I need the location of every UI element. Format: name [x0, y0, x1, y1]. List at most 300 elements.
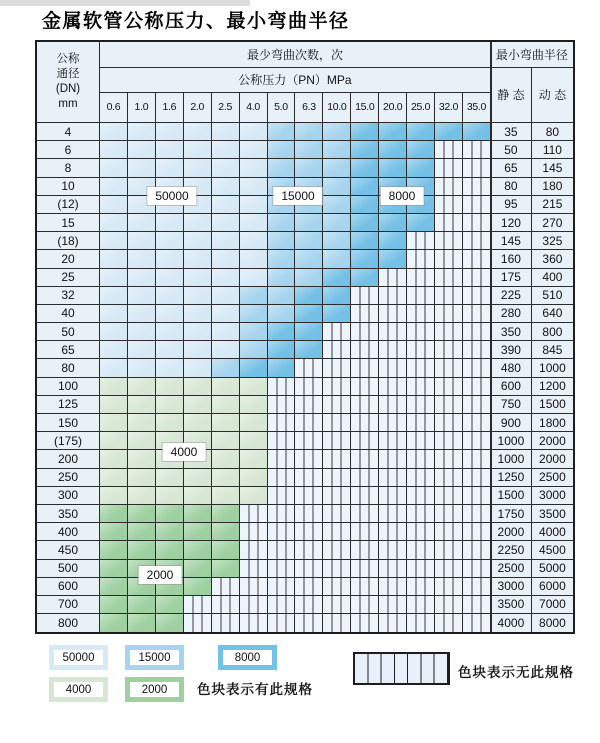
no-spec-cell — [351, 541, 379, 559]
no-spec-cell — [351, 523, 379, 541]
no-spec-cell — [379, 323, 407, 341]
dn-cell: 32 — [37, 287, 100, 305]
cycle-count-label: 50000 — [147, 187, 196, 205]
no-spec-cell — [323, 450, 351, 468]
no-spec-cell — [268, 414, 296, 432]
spec-cell — [100, 450, 128, 468]
static-value: 175 — [491, 269, 532, 287]
spec-cell — [240, 305, 268, 323]
no-spec-cell — [268, 487, 296, 505]
spec-cell — [463, 123, 491, 141]
spec-cell — [323, 232, 351, 250]
no-spec-cell — [407, 541, 435, 559]
no-spec-cell — [268, 614, 296, 632]
spec-cell — [240, 141, 268, 159]
no-spec-cell — [463, 305, 491, 323]
dynamic-value: 5000 — [532, 560, 573, 578]
static-value: 2000 — [491, 523, 532, 541]
no-spec-cell — [268, 505, 296, 523]
no-spec-cell — [351, 323, 379, 341]
spec-cell — [379, 232, 407, 250]
dn-cell: 200 — [37, 450, 100, 468]
dn-header-line: 通径 — [56, 68, 80, 80]
no-spec-cell — [463, 578, 491, 596]
no-spec-cell — [435, 178, 463, 196]
spec-cell — [156, 214, 184, 232]
no-spec-cell — [268, 432, 296, 450]
spec-cell — [156, 232, 184, 250]
spec-cell — [128, 269, 156, 287]
dn-cell: 400 — [37, 523, 100, 541]
legend-swatch-4000 — [49, 677, 108, 702]
dn-cell: (18) — [37, 232, 100, 250]
spec-cell — [156, 523, 184, 541]
no-spec-cell — [463, 450, 491, 468]
spec-cell — [212, 287, 240, 305]
dynamic-value: 215 — [532, 196, 573, 214]
dn-column-header — [37, 42, 100, 123]
static-value: 2500 — [491, 560, 532, 578]
dn-cell: 450 — [37, 541, 100, 559]
no-spec-cell — [435, 287, 463, 305]
spec-cell — [351, 123, 379, 141]
no-spec-cell — [463, 505, 491, 523]
no-spec-cell — [435, 505, 463, 523]
spec-cell — [379, 123, 407, 141]
no-spec-cell — [379, 596, 407, 614]
no-spec-cell — [379, 359, 407, 377]
spec-cell — [240, 469, 268, 487]
spec-cell — [407, 123, 435, 141]
spec-cell — [128, 450, 156, 468]
spec-cell — [240, 414, 268, 432]
dynamic-value: 8000 — [532, 614, 573, 632]
no-spec-cell — [379, 487, 407, 505]
static-value: 1750 — [491, 505, 532, 523]
dynamic-value: 1500 — [532, 396, 573, 414]
spec-cell — [240, 214, 268, 232]
no-spec-cell — [240, 541, 268, 559]
spec-cell — [351, 178, 379, 196]
no-spec-cell — [463, 414, 491, 432]
pressure-value-header: 1.0 — [128, 93, 156, 123]
no-spec-cell — [212, 614, 240, 632]
no-spec-cell — [463, 232, 491, 250]
no-spec-cell — [212, 596, 240, 614]
no-spec-cell — [435, 596, 463, 614]
dn-cell: 100 — [37, 378, 100, 396]
no-spec-cell — [295, 378, 323, 396]
dn-cell: 600 — [37, 578, 100, 596]
spec-cell — [184, 378, 212, 396]
no-spec-cell — [379, 578, 407, 596]
no-spec-cell — [379, 396, 407, 414]
no-spec-cell — [240, 505, 268, 523]
pressure-value-header: 1.6 — [156, 93, 184, 123]
spec-cell — [295, 323, 323, 341]
no-spec-cell — [379, 560, 407, 578]
spec-cell — [240, 250, 268, 268]
spec-cell — [212, 414, 240, 432]
spec-cell — [156, 596, 184, 614]
dynamic-value: 270 — [532, 214, 573, 232]
static-value: 3000 — [491, 578, 532, 596]
no-spec-cell — [379, 614, 407, 632]
dn-cell: 4 — [37, 123, 100, 141]
cycle-count-label: 8000 — [381, 187, 424, 205]
dynamic-value: 400 — [532, 269, 573, 287]
spec-cell — [156, 396, 184, 414]
spec-cell — [100, 432, 128, 450]
spec-cell — [240, 341, 268, 359]
dn-cell: 800 — [37, 614, 100, 632]
spec-cell — [100, 359, 128, 377]
dn-cell: 300 — [37, 487, 100, 505]
static-value: 65 — [491, 159, 532, 177]
spec-cell — [128, 323, 156, 341]
dn-cell: 80 — [37, 359, 100, 377]
spec-cell — [184, 269, 212, 287]
no-spec-cell — [435, 614, 463, 632]
spec-cell — [184, 541, 212, 559]
radius-header: 最小弯曲半径 — [491, 42, 573, 68]
legend-no-spec-text: 色块表示无此规格 — [458, 665, 574, 680]
no-spec-cell — [463, 250, 491, 268]
no-spec-cell — [379, 269, 407, 287]
legend-has-spec-text: 色块表示有此规格 — [197, 682, 313, 697]
no-spec-cell — [463, 196, 491, 214]
no-spec-cell — [240, 560, 268, 578]
spec-table-wrap — [35, 40, 575, 634]
dynamic-value: 1200 — [532, 378, 573, 396]
no-spec-cell — [463, 487, 491, 505]
spec-cell — [268, 214, 296, 232]
pressure-value-header: 35.0 — [463, 93, 491, 123]
spec-cell — [128, 432, 156, 450]
no-spec-cell — [323, 614, 351, 632]
spec-cell — [295, 269, 323, 287]
spec-cell — [212, 341, 240, 359]
no-spec-cell — [435, 541, 463, 559]
static-value: 3500 — [491, 596, 532, 614]
no-spec-cell — [463, 141, 491, 159]
no-spec-cell — [407, 287, 435, 305]
no-spec-cell — [463, 614, 491, 632]
spec-cell — [295, 123, 323, 141]
no-spec-cell — [268, 578, 296, 596]
spec-cell — [100, 578, 128, 596]
no-spec-cell — [268, 596, 296, 614]
pressure-header: 公称压力（PN）MPa — [100, 68, 491, 93]
no-spec-cell — [295, 432, 323, 450]
pressure-value-header: 10.0 — [323, 93, 351, 123]
dynamic-value: 800 — [532, 323, 573, 341]
no-spec-cell — [323, 341, 351, 359]
no-spec-cell — [184, 614, 212, 632]
spec-cell — [323, 178, 351, 196]
spec-cell — [128, 250, 156, 268]
spec-cell — [156, 305, 184, 323]
no-spec-cell — [240, 578, 268, 596]
no-spec-cell — [407, 305, 435, 323]
dn-cell: 50 — [37, 323, 100, 341]
spec-cell — [323, 196, 351, 214]
dn-cell: 700 — [37, 596, 100, 614]
spec-cell — [184, 232, 212, 250]
no-spec-cell — [295, 414, 323, 432]
no-spec-cell — [435, 487, 463, 505]
spec-cell — [184, 305, 212, 323]
spec-cell — [323, 214, 351, 232]
spec-cell — [240, 123, 268, 141]
spec-cell — [156, 505, 184, 523]
no-spec-cell — [463, 178, 491, 196]
legend-no-spec-box — [353, 652, 450, 685]
no-spec-cell — [435, 232, 463, 250]
spec-cell — [100, 178, 128, 196]
spec-cell — [156, 269, 184, 287]
spec-cell — [351, 250, 379, 268]
spec-cell — [351, 232, 379, 250]
static-value: 1000 — [491, 450, 532, 468]
static-value: 2250 — [491, 541, 532, 559]
no-spec-cell — [295, 450, 323, 468]
legend-swatch-label: 50000 — [54, 650, 103, 665]
dn-cell: 150 — [37, 414, 100, 432]
spec-cell — [128, 614, 156, 632]
no-spec-cell — [212, 578, 240, 596]
static-value: 750 — [491, 396, 532, 414]
no-spec-cell — [323, 560, 351, 578]
no-spec-cell — [323, 523, 351, 541]
spec-cell — [240, 287, 268, 305]
static-value: 80 — [491, 178, 532, 196]
no-spec-cell — [351, 487, 379, 505]
no-spec-cell — [268, 560, 296, 578]
spec-cell — [156, 469, 184, 487]
dn-header-line: 公称 — [56, 53, 80, 65]
spec-cell — [212, 469, 240, 487]
no-spec-cell — [407, 505, 435, 523]
spec-cell — [100, 232, 128, 250]
spec-cell — [212, 178, 240, 196]
no-spec-cell — [184, 596, 212, 614]
pressure-value-header: 20.0 — [379, 93, 407, 123]
dynamic-value: 80 — [532, 123, 573, 141]
spec-cell — [100, 196, 128, 214]
no-spec-cell — [407, 414, 435, 432]
spec-cell — [128, 414, 156, 432]
no-spec-cell — [323, 505, 351, 523]
no-spec-cell — [268, 541, 296, 559]
spec-cell — [184, 578, 212, 596]
spec-cell — [156, 123, 184, 141]
spec-cell — [240, 159, 268, 177]
spec-cell — [184, 414, 212, 432]
spec-cell — [128, 596, 156, 614]
spec-cell — [156, 287, 184, 305]
no-spec-cell — [435, 359, 463, 377]
spec-cell — [268, 359, 296, 377]
spec-cell — [100, 596, 128, 614]
pressure-value-header: 15.0 — [351, 93, 379, 123]
no-spec-cell — [463, 359, 491, 377]
no-spec-cell — [379, 287, 407, 305]
dn-cell: 25 — [37, 269, 100, 287]
no-spec-cell — [295, 359, 323, 377]
spec-cell — [184, 159, 212, 177]
no-spec-cell — [351, 414, 379, 432]
spec-cell — [268, 341, 296, 359]
no-spec-cell — [323, 596, 351, 614]
no-spec-cell — [463, 596, 491, 614]
no-spec-cell — [435, 305, 463, 323]
static-value: 225 — [491, 287, 532, 305]
spec-cell — [100, 505, 128, 523]
no-spec-cell — [435, 523, 463, 541]
static-value: 120 — [491, 214, 532, 232]
no-spec-cell — [268, 469, 296, 487]
spec-cell — [156, 487, 184, 505]
page-title: 金属软管公称压力、最小弯曲半径 — [42, 10, 350, 32]
no-spec-cell — [407, 269, 435, 287]
dn-cell: 20 — [37, 250, 100, 268]
spec-cell — [212, 196, 240, 214]
pressure-value-header: 0.6 — [100, 93, 128, 123]
spec-cell — [295, 341, 323, 359]
no-spec-cell — [379, 450, 407, 468]
spec-cell — [295, 214, 323, 232]
dn-cell: 15 — [37, 214, 100, 232]
spec-cell — [323, 287, 351, 305]
spec-cell — [184, 560, 212, 578]
spec-cell — [184, 141, 212, 159]
spec-cell — [100, 305, 128, 323]
no-spec-cell — [295, 578, 323, 596]
spec-cell — [100, 341, 128, 359]
spec-cell — [212, 432, 240, 450]
no-spec-cell — [240, 614, 268, 632]
no-spec-cell — [463, 469, 491, 487]
no-spec-cell — [463, 341, 491, 359]
dynamic-value: 4500 — [532, 541, 573, 559]
no-spec-cell — [435, 414, 463, 432]
spec-cell — [268, 269, 296, 287]
no-spec-cell — [323, 469, 351, 487]
static-value: 4000 — [491, 614, 532, 632]
spec-cell — [100, 487, 128, 505]
no-spec-cell — [379, 432, 407, 450]
spec-cell — [184, 396, 212, 414]
spec-cell — [156, 414, 184, 432]
no-spec-cell — [407, 523, 435, 541]
no-spec-cell — [407, 596, 435, 614]
no-spec-cell — [435, 269, 463, 287]
no-spec-cell — [379, 541, 407, 559]
spec-cell — [184, 341, 212, 359]
legend-swatch-2000 — [125, 677, 184, 702]
spec-cell — [435, 123, 463, 141]
no-spec-cell — [463, 159, 491, 177]
pressure-value-header: 2.0 — [184, 93, 212, 123]
spec-cell — [212, 269, 240, 287]
dynamic-value: 145 — [532, 159, 573, 177]
no-spec-cell — [295, 596, 323, 614]
dynamic-value: 110 — [532, 141, 573, 159]
spec-cell — [184, 214, 212, 232]
legend-swatch-label: 2000 — [130, 682, 179, 697]
dn-cell: 250 — [37, 469, 100, 487]
spec-cell — [240, 359, 268, 377]
dynamic-value: 1000 — [532, 359, 573, 377]
no-spec-cell — [268, 378, 296, 396]
spec-cell — [407, 159, 435, 177]
pressure-value-header: 6.3 — [295, 93, 323, 123]
static-value: 1500 — [491, 487, 532, 505]
no-spec-cell — [351, 560, 379, 578]
spec-cell — [100, 287, 128, 305]
static-value: 1000 — [491, 432, 532, 450]
no-spec-cell — [435, 450, 463, 468]
no-spec-cell — [351, 359, 379, 377]
spec-cell — [100, 414, 128, 432]
no-spec-cell — [407, 396, 435, 414]
no-spec-cell — [323, 578, 351, 596]
no-spec-cell — [463, 560, 491, 578]
spec-cell — [379, 141, 407, 159]
static-value: 600 — [491, 378, 532, 396]
spec-cell — [323, 123, 351, 141]
dynamic-value: 640 — [532, 305, 573, 323]
spec-cell — [323, 159, 351, 177]
no-spec-cell — [463, 541, 491, 559]
spec-cell — [323, 305, 351, 323]
dynamic-value: 2500 — [532, 469, 573, 487]
spec-cell — [268, 250, 296, 268]
no-spec-cell — [435, 560, 463, 578]
no-spec-cell — [351, 378, 379, 396]
no-spec-cell — [435, 196, 463, 214]
spec-cell — [100, 214, 128, 232]
spec-cell — [128, 341, 156, 359]
no-spec-cell — [407, 232, 435, 250]
no-spec-cell — [379, 305, 407, 323]
legend-swatch-label: 8000 — [223, 650, 272, 665]
no-spec-cell — [323, 359, 351, 377]
spec-cell — [128, 378, 156, 396]
spec-cell — [240, 396, 268, 414]
no-spec-cell — [323, 414, 351, 432]
no-spec-cell — [463, 323, 491, 341]
no-spec-cell — [463, 214, 491, 232]
spec-cell — [212, 523, 240, 541]
no-spec-cell — [435, 341, 463, 359]
spec-cell — [212, 396, 240, 414]
spec-cell — [100, 269, 128, 287]
spec-cell — [100, 523, 128, 541]
no-spec-cell — [323, 378, 351, 396]
no-spec-cell — [407, 378, 435, 396]
no-spec-cell — [379, 341, 407, 359]
spec-cell — [184, 523, 212, 541]
no-spec-cell — [295, 560, 323, 578]
dn-cell: 500 — [37, 560, 100, 578]
spec-cell — [212, 323, 240, 341]
spec-cell — [156, 141, 184, 159]
spec-cell — [184, 287, 212, 305]
no-spec-cell — [240, 596, 268, 614]
dynamic-value: 3500 — [532, 505, 573, 523]
